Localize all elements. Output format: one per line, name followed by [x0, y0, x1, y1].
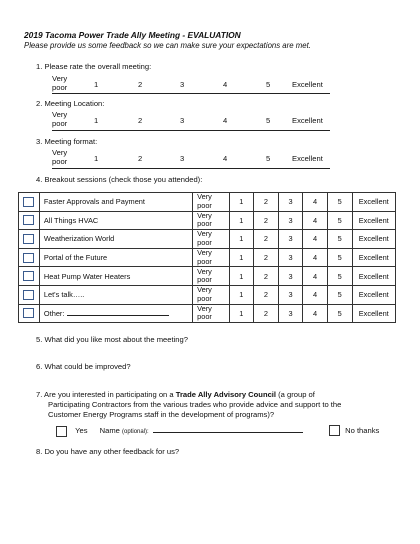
- no-thanks-label: No thanks: [345, 425, 380, 435]
- rating-3[interactable]: 3: [180, 80, 185, 89]
- rating-1[interactable]: 1: [229, 285, 254, 304]
- rating-4[interactable]: 4: [303, 285, 328, 304]
- very-poor-label: Very: [52, 74, 68, 83]
- rating-2[interactable]: 2: [138, 116, 143, 125]
- question-4: 4. Breakout sessions (check those you attended):: [36, 175, 203, 184]
- rating-5[interactable]: 5: [327, 285, 352, 304]
- session-checkbox[interactable]: [23, 215, 34, 225]
- rating-2[interactable]: 2: [138, 154, 143, 163]
- rating-2[interactable]: 2: [254, 230, 279, 249]
- question-6: 6. What could be improved?: [36, 362, 131, 371]
- rating-3[interactable]: 3: [278, 267, 303, 286]
- form-subtitle: Please provide us some feedback so we can make sure your expectations are met.: [24, 41, 311, 50]
- session-row: All Things HVAC Very poor 1 2 3 4 5 Excellent: [19, 211, 396, 230]
- rating-5[interactable]: 5: [266, 80, 271, 89]
- session-checkbox[interactable]: [23, 253, 34, 263]
- rating-5[interactable]: 5: [327, 230, 352, 249]
- session-row: Other: Very poor 1 2 3 4 5 Excellent: [19, 304, 396, 323]
- session-row: Faster Approvals and Payment Very poor 1 2 3 4 5 Excellent: [19, 193, 396, 212]
- rating-4[interactable]: 4: [303, 193, 328, 212]
- rating-4[interactable]: 4: [303, 267, 328, 286]
- rating-2[interactable]: 2: [254, 248, 279, 267]
- rating-4[interactable]: 4: [303, 248, 328, 267]
- rating-3[interactable]: 3: [278, 248, 303, 267]
- divider: [52, 168, 330, 169]
- rating-4[interactable]: 4: [223, 154, 228, 163]
- session-name: Faster Approvals and Payment: [39, 193, 192, 212]
- form-title: 2019 Tacoma Power Trade Ally Meeting - EVALUATION: [24, 30, 241, 40]
- rating-4[interactable]: 4: [303, 304, 328, 323]
- rating-2[interactable]: 2: [254, 193, 279, 212]
- very-poor-label: Very: [197, 266, 212, 276]
- rating-1[interactable]: 1: [229, 267, 254, 286]
- session-name: Other:: [43, 308, 65, 318]
- question-3: 3. Meeting format:: [36, 137, 98, 146]
- very-poor-label: Very: [197, 192, 212, 202]
- session-name: Portal of the Future: [39, 248, 192, 267]
- excellent-label: Excellent: [292, 80, 323, 89]
- session-checkbox[interactable]: [23, 271, 34, 281]
- rating-2[interactable]: 2: [254, 267, 279, 286]
- rating-scale-q2[interactable]: Very poor 1 2 3 4 5 Excellent: [52, 110, 323, 128]
- rating-1[interactable]: 1: [229, 193, 254, 212]
- rating-4[interactable]: 4: [223, 80, 228, 89]
- yes-checkbox[interactable]: [56, 426, 67, 437]
- rating-1[interactable]: 1: [229, 211, 254, 230]
- session-row: Heat Pump Water Heaters Very poor 1 2 3 4 5 Excellent: [19, 267, 396, 286]
- optional-label: (optional):: [122, 429, 149, 435]
- rating-1[interactable]: 1: [229, 248, 254, 267]
- very-poor-label: Very: [197, 285, 212, 295]
- question-1: 1. Please rate the overall meeting:: [36, 62, 152, 71]
- rating-2[interactable]: 2: [254, 285, 279, 304]
- rating-3[interactable]: 3: [180, 154, 185, 163]
- rating-3[interactable]: 3: [180, 116, 185, 125]
- excellent-label: Excellent: [352, 267, 396, 286]
- rating-2[interactable]: 2: [138, 80, 143, 89]
- excellent-label: Excellent: [352, 193, 396, 212]
- name-label: Name: [99, 426, 120, 435]
- session-row: Let's talk….. Very poor 1 2 3 4 5 Excellent: [19, 285, 396, 304]
- name-input[interactable]: [153, 425, 303, 433]
- question-8: 8. Do you have any other feedback for us?: [36, 447, 180, 456]
- question-7: 7. Are you interested in participating on a Trade Ally Advisory Council (a group of Participating Contractors from the various trades who provide advice and support to the Customer Energy Programs staff in the development of programs)?: [36, 390, 342, 419]
- very-poor-label: Very: [197, 248, 212, 258]
- session-name: Weatherization World: [39, 230, 192, 249]
- rating-5[interactable]: 5: [327, 211, 352, 230]
- session-row: Weatherization World Very poor 1 2 3 4 5 Excellent: [19, 230, 396, 249]
- rating-3[interactable]: 3: [278, 230, 303, 249]
- q7-answer-row: [56, 425, 396, 439]
- rating-2[interactable]: 2: [254, 304, 279, 323]
- breakout-sessions-table: [18, 192, 396, 323]
- advisory-council-label: Trade Ally Advisory Council: [175, 390, 277, 399]
- question-5: 5. What did you like most about the meeting?: [36, 335, 188, 344]
- session-row: Portal of the Future Very poor 1 2 3 4 5 Excellent: [19, 248, 396, 267]
- excellent-label: Excellent: [352, 230, 396, 249]
- rating-1[interactable]: 1: [229, 230, 254, 249]
- rating-scale-q3[interactable]: Very poor 1 2 3 4 5 Excellent: [52, 148, 323, 166]
- excellent-label: Excellent: [352, 285, 396, 304]
- very-poor-label: Very: [52, 148, 68, 157]
- session-name: All Things HVAC: [39, 211, 192, 230]
- rating-4[interactable]: 4: [303, 230, 328, 249]
- excellent-label: Excellent: [292, 116, 323, 125]
- session-checkbox[interactable]: [23, 234, 34, 244]
- rating-2[interactable]: 2: [254, 211, 279, 230]
- rating-3[interactable]: 3: [278, 285, 303, 304]
- session-checkbox[interactable]: [23, 290, 34, 300]
- rating-4[interactable]: 4: [303, 211, 328, 230]
- excellent-label: Excellent: [352, 248, 396, 267]
- rating-1[interactable]: 1: [94, 116, 99, 125]
- rating-5[interactable]: 5: [327, 193, 352, 212]
- excellent-label: Excellent: [352, 211, 396, 230]
- rating-5[interactable]: 5: [266, 116, 271, 125]
- rating-1[interactable]: 1: [94, 154, 99, 163]
- rating-3[interactable]: 3: [278, 211, 303, 230]
- excellent-label: Excellent: [292, 154, 323, 163]
- question-2: 2. Meeting Location:: [36, 99, 105, 108]
- other-input[interactable]: [67, 309, 169, 316]
- no-thanks-checkbox[interactable]: [329, 425, 340, 436]
- rating-3[interactable]: 3: [278, 304, 303, 323]
- very-poor-label: Very: [52, 110, 68, 119]
- very-poor-label: Very: [197, 210, 212, 220]
- rating-scale-q1[interactable]: Very poor 1 2 3 4 5 Excellent: [52, 74, 323, 92]
- rating-1[interactable]: 1: [229, 304, 254, 323]
- very-poor-label: Very: [197, 229, 212, 239]
- session-name: Let's talk…..: [39, 285, 192, 304]
- rating-5[interactable]: 5: [327, 248, 352, 267]
- rating-1[interactable]: 1: [94, 80, 99, 89]
- divider: [52, 93, 330, 94]
- yes-label: Yes: [75, 426, 88, 435]
- divider: [52, 130, 330, 131]
- rating-3[interactable]: 3: [278, 193, 303, 212]
- rating-5[interactable]: 5: [327, 304, 352, 323]
- session-name: Heat Pump Water Heaters: [39, 267, 192, 286]
- session-checkbox[interactable]: [23, 308, 34, 318]
- very-poor-label: Very: [197, 303, 212, 313]
- excellent-label: Excellent: [352, 304, 396, 323]
- rating-4[interactable]: 4: [223, 116, 228, 125]
- rating-5[interactable]: 5: [266, 154, 271, 163]
- session-checkbox[interactable]: [23, 197, 34, 207]
- rating-5[interactable]: 5: [327, 267, 352, 286]
